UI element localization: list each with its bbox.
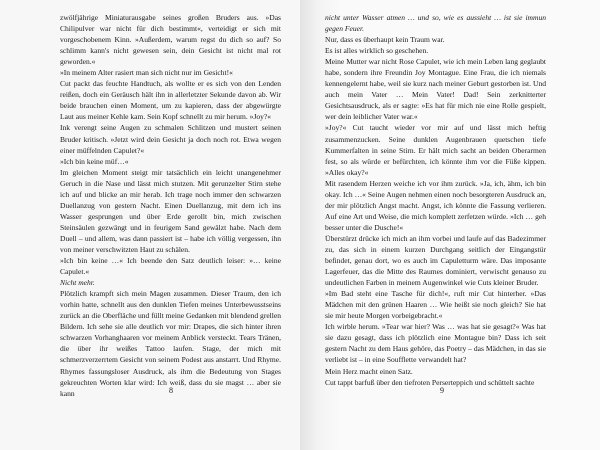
left-page-text — [60, 12, 281, 399]
paragraph: »Ich bin keine müf…« — [60, 156, 129, 166]
page-number: 8 — [169, 386, 173, 395]
paragraph: »Ich bin keine …« Ich beende den Satz deutlich leiser: »… keine Capulet.« — [60, 256, 281, 277]
paragraph: Plötzlich krampft sich mein Magen zusammen. Dieser Traum, den ich vorhin hatte, schnellt aus den dunklen Tiefen meines Unterbewusstseins zurück an die Oberfläche und füllt meine Gedanken mit blendend grellen Bildern. Ich sehe sie alle deutlich vor mir: Drapes, die sich hinter ihren schwarzen Vorhanghaaren vor meinem Anblick versteckt. Tears Tränen, die über ihr weißes Tattoo laufen. Stage, der mich mit schmerzverzerrtem Gesicht von seinem Podest aus anstarrt. Und Rhyme. Rhymes fassungsloser Ausdruck, als ihm die Bedeutung von Stages gekreuchten Worten klar wird: Ich weiß, dass du sie magst … aber sie kann — [60, 289, 281, 398]
paragraph: Cut tappt barfuß über den tiefroten Perserteppich und schüttelt sachte — [325, 377, 535, 387]
paragraph: nicht unter Wasser atmen … und so, wie es aussieht … ist sie immun gegen Feuer. — [325, 13, 546, 34]
paragraph: Ich wirble herum. »Tear war hier? Was … was hat sie gesagt?« Was hat sie dazu gesagt, dass ich plötzlich eine Montague bin? Dass ich seit gestern Nacht zu dem Haus gehöre, das Poetry – das Mädchen, in das sie verliebt ist – in eine Soufflette verwandelt hat? — [325, 322, 546, 365]
paragraph: Überstürzt drücke ich mich an ihm vorbei und laufe auf das Badezimmer zu, das sich in einem kurzen Durchgang seitlich der Eingangstür befindet, genau dort, wo es auch im Capuletturm wäre. Das imposante Lagerfeuer, das die Mitte des Raumes dominiert, verwischt genauso zu undeutlichen Farben in meinem Augenwinkel wie Cuts kleiner Bruder. — [325, 233, 546, 288]
paragraph: Cut packt das feuchte Handtuch, als wollte er es sich von den Lenden reißen, doch ein Geräusch hält ihn in allerletzter Sekunde davon ab. Wir beide brauchen einen Moment, um zu kapieren, dass der abgewürgte Laut aus meiner Kehle kam. Sein Kopf schnellt zu mir herum. »Joy?« — [60, 79, 281, 122]
paragraph: zwölfjährige Miniaturausgabe seines großen Bruders aus. »Das Chilipulver war nicht für dich bestimmt«, verteidigt er sich mit vorgeschobenem Kinn. »Außerdem, warum regst du dich so auf? So schlimm kann's nicht gewesen sein, dein Gesicht ist nicht mal rot geworden.« — [60, 13, 281, 67]
paragraph: »Joy?« Cut taucht wieder vor mir auf und lässt mich heftig zusammenzucken. Seine dunklen Augenbrauen quetschen tiefe Kummerfalten in seine Stirn. Er hält mich sacht an beiden Oberarmen fest, so als würde er befürchten, ich könnte ihm vor die Füße kippen. »Alles okay?« — [325, 123, 546, 177]
page-number: 9 — [440, 386, 444, 395]
right-page-text — [325, 12, 546, 388]
paragraph: Ink verengt seine Augen zu schmalen Schlitzen und mustert seinen Bruder kritisch. »Jetzt wird dein Gesicht ja doch noch rot. Etwa wegen einer müffelnden Capulet?« — [60, 123, 281, 155]
paragraph: Es ist alles wirklich so geschehen. — [325, 46, 429, 56]
paragraph: »Im Bad steht eine Tasche für dich!«, ruft mir Cut hinterher. »Das Mädchen mit den grünen Haaren … Wie heißt sie noch gleich? Sie hat sie mir heute Morgen vorbeigebracht.« — [325, 289, 546, 321]
paragraph: Im gleichen Moment steigt mir tatsächlich ein leicht unangenehmer Geruch in die Nase und lässt mich stutzen. Mit gerunzelter Stirn stehe ich auf und blicke an mir herab. Ich trage noch immer den schwarzen Duellanzug von gestern Nacht. Einen Duellanzug, mit dem ich ins Wasser gesprungen und über Erde gerollt bin, mich zwischen Steinsäulen gezwängt und in feurigem Sand gewälzt habe. Nach dem Duell – und allem, was dann passiert ist – habe ich völlig vergessen, ihn von meiner verschwitzten Haut zu schälen. — [60, 167, 281, 254]
paragraph: Mein Herz macht einen Satz. — [325, 366, 413, 376]
paragraph: »In meinem Alter rasiert man sich nicht nur im Gesicht!« — [60, 68, 233, 78]
right-page — [300, 0, 600, 450]
paragraph: Nur, dass es überhaupt kein Traum war. — [325, 35, 445, 45]
paragraph: Mit rasendem Herzen weiche ich vor ihm zurück. »Ja, ich, ähm, ich bin okay. Ich …« Seine Augen nehmen einen noch besorgteren Ausdruck an, der mir plötzlich Angst macht. Angst, ich könnte die Fassung verlieren. Auf eine Art und Weise, die mich komplett zerfetzen würde. »Ich … geh besser unter die Dusche!« — [325, 178, 546, 232]
paragraph: Nicht mehr. — [60, 278, 95, 288]
paragraph: Meine Mutter war nicht Rose Capulet, wie ich mein Leben lang geglaubt habe, sondern ihre Freundin Joy Montague. Eine Frau, die ich niemals kennengelernt habe, weil sie kurz nach meiner Geburt gestorben ist. Und auch mein Vater … Mein Vater! Dad! Sein zerknitterter Gesichtsausdruck, als er sagte: »Es hat für mich nie eine Rolle gespielt, wer dein leiblicher Vater war.« — [325, 57, 546, 122]
